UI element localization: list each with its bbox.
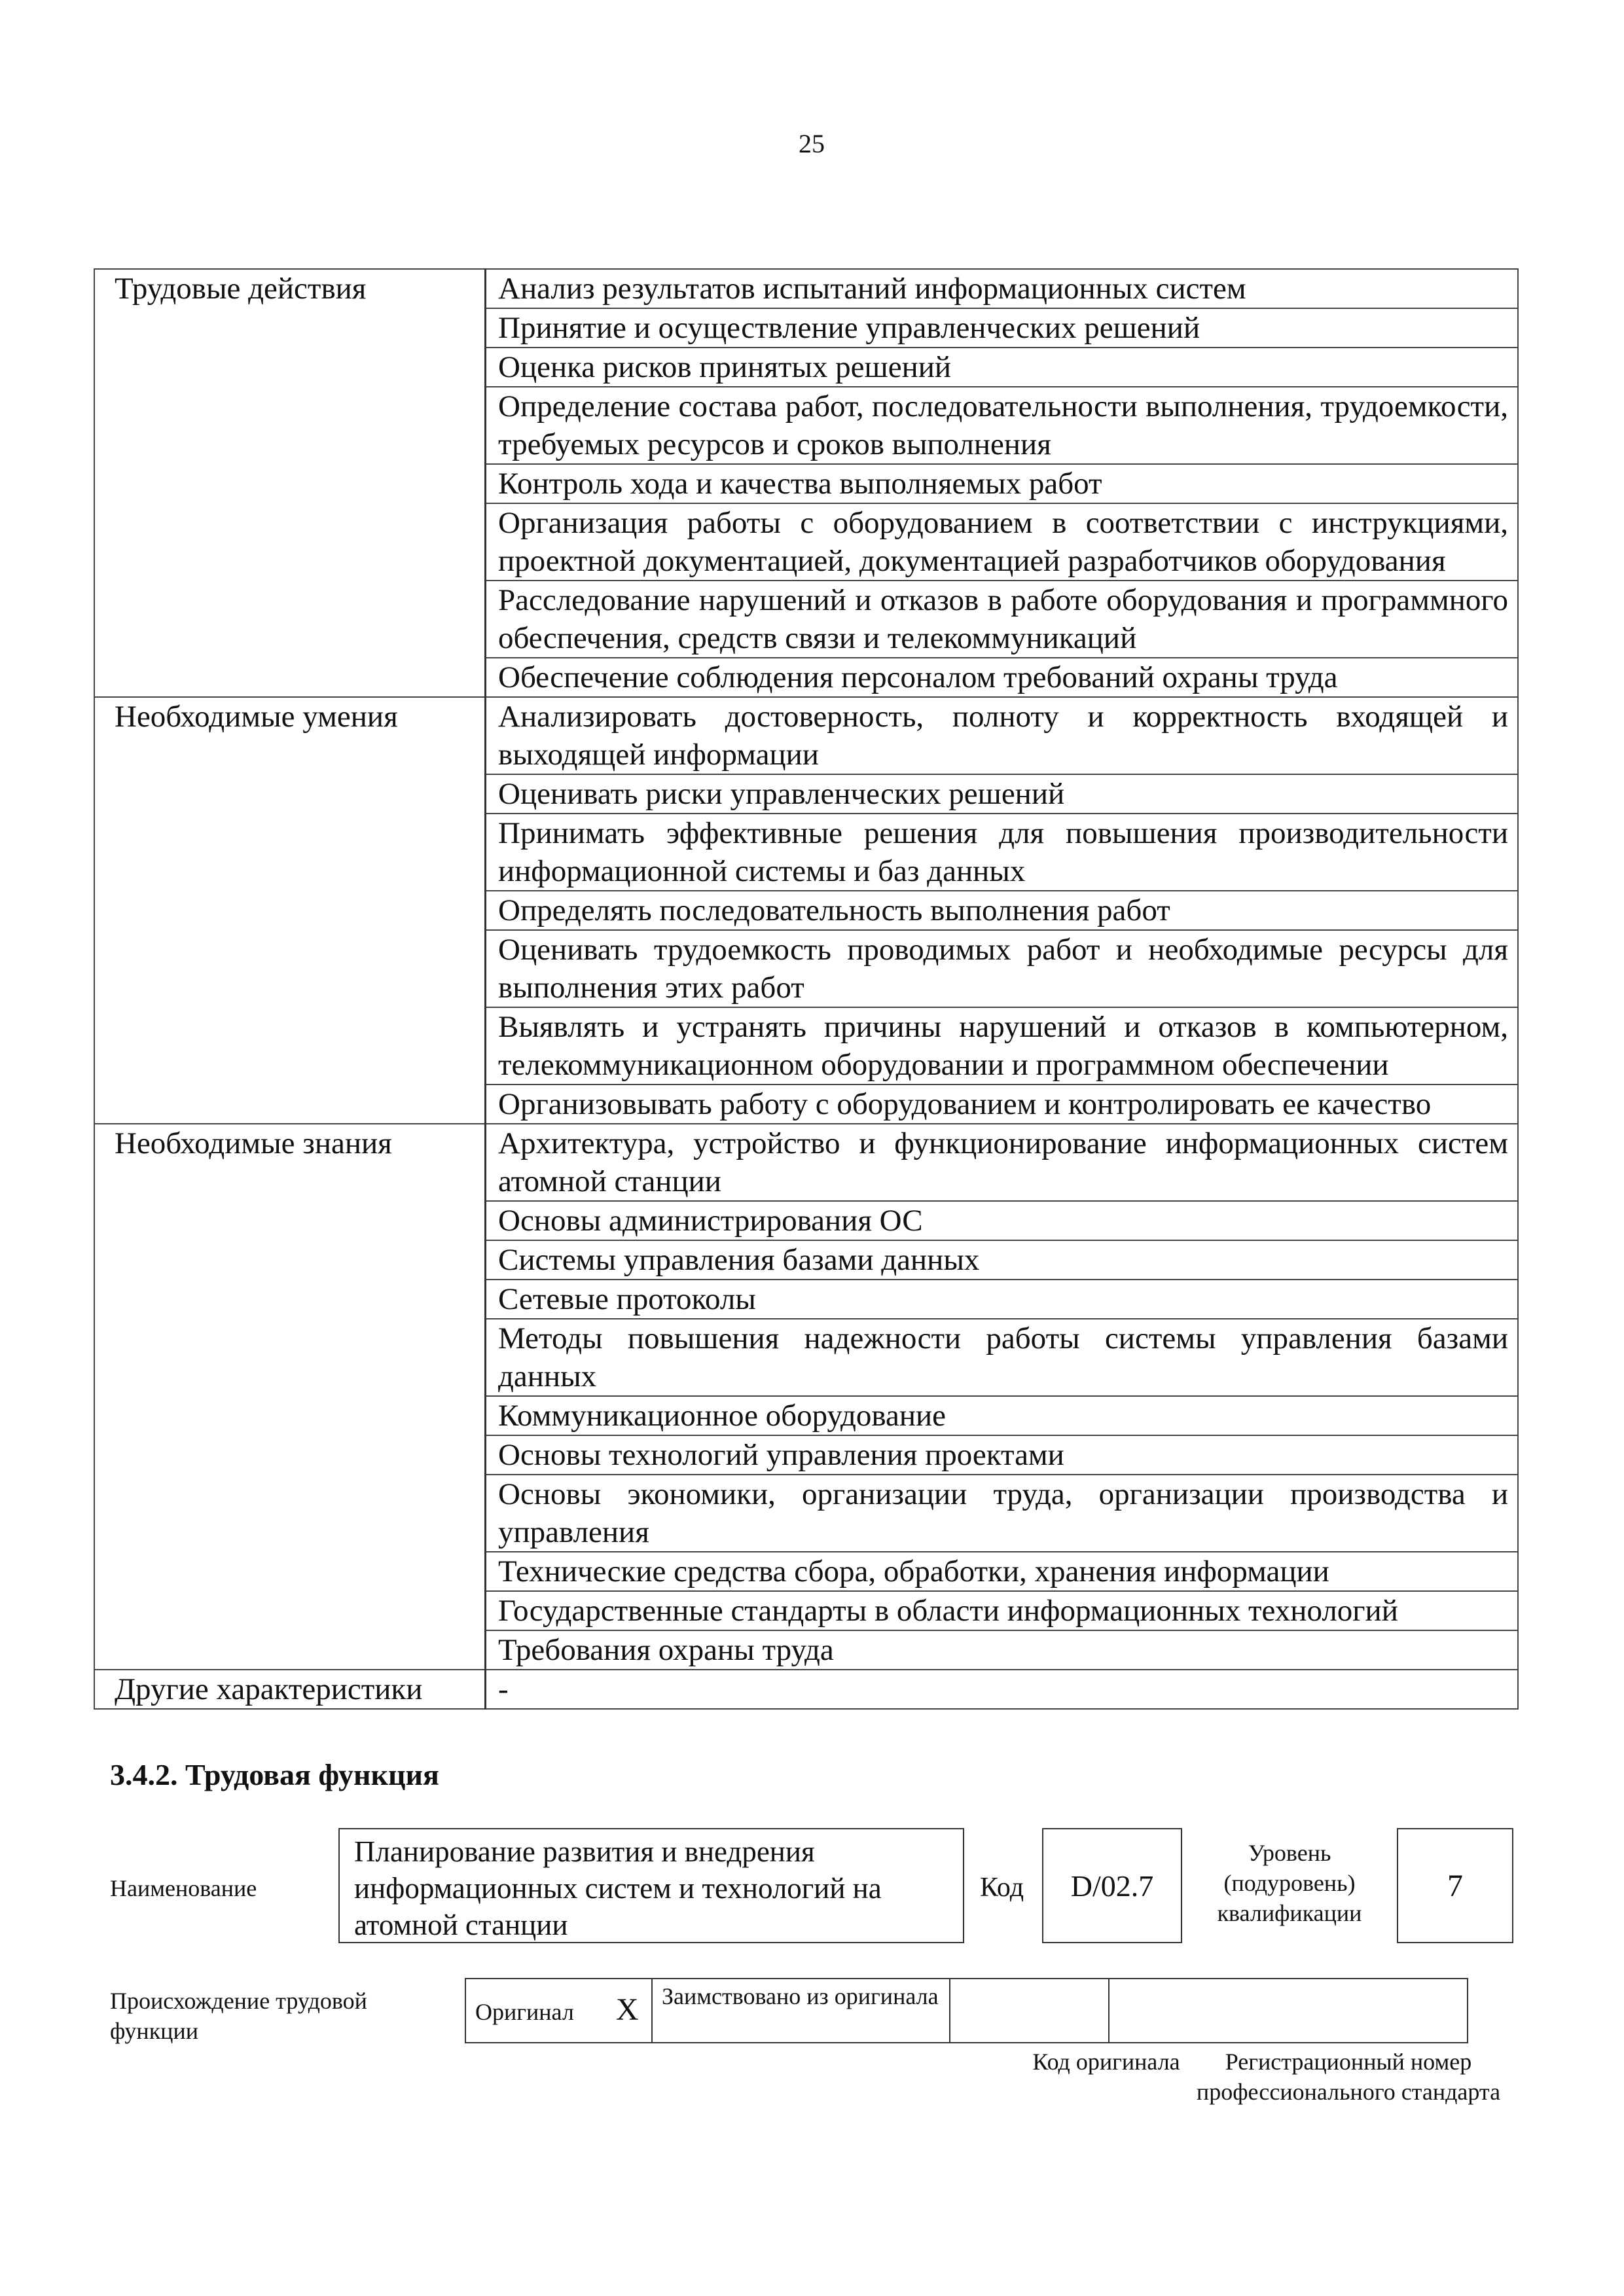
table-cell: Оценка рисков принятых решений (486, 348, 1519, 387)
original-cell (465, 1979, 652, 2043)
table-cell: Сетевые протоколы (486, 1280, 1519, 1319)
registration-number-cell (1109, 1979, 1468, 2043)
table-row (94, 581, 1518, 658)
table-cell: Анализ результатов испытаний информационных систем (486, 269, 1519, 308)
section-label (94, 348, 486, 387)
competency-table (94, 268, 1519, 1710)
section-label: Необходимые знания (94, 1124, 486, 1201)
section-label (94, 774, 486, 814)
table-row (94, 348, 1518, 387)
table-row (94, 387, 1518, 464)
table-row (94, 658, 1518, 697)
table-row (94, 1475, 1518, 1552)
name-label: Наименование (110, 1875, 257, 1901)
table-cell: Оценивать трудоемкость проводимых работ и необходимые ресурсы для выполнения этих работ (486, 930, 1519, 1007)
table-row (94, 1085, 1518, 1124)
table-cell: Системы управления базами данных (486, 1240, 1519, 1280)
table-row (94, 814, 1518, 891)
section-label (94, 1201, 486, 1240)
section-label (94, 464, 486, 503)
table-cell: Определение состава работ, последовательности выполнения, трудоемкости, требуемых ресурсов и сроков выполнения (486, 387, 1519, 464)
section-label (94, 1319, 486, 1396)
table-cell: Основы администрирования ОС (486, 1201, 1519, 1240)
section-label (94, 1396, 486, 1435)
table-row (94, 1630, 1518, 1670)
section-label: Необходимые умения (94, 697, 486, 774)
table-cell: Оценивать риски управленческих решений (486, 774, 1519, 814)
table-row (94, 1319, 1518, 1396)
table-cell: Методы повышения надежности работы системы управления базами данных (486, 1319, 1519, 1396)
table-cell: Контроль хода и качества выполняемых работ (486, 464, 1519, 503)
table-cell: Принятие и осуществление управленческих решений (486, 308, 1519, 348)
table-row (94, 930, 1518, 1007)
table-cell: Расследование нарушений и отказов в работе оборудования и программного обеспечения, средств связи и телекоммуникаций (486, 581, 1519, 658)
table-row (94, 1396, 1518, 1435)
level-label: Уровень (подуровень) квалификации (1217, 1840, 1362, 1926)
table-row (94, 1552, 1518, 1591)
table-row (94, 1280, 1518, 1319)
section-label (94, 1085, 486, 1124)
registration-number-caption: Регистрационный номер профессионального стандарта (1196, 2049, 1501, 2105)
original-label: Оригинал (475, 1998, 574, 2025)
function-code-value: D/02.7 (1042, 1828, 1182, 1943)
level-value: 7 (1397, 1828, 1513, 1943)
table-row (94, 464, 1518, 503)
table-cell: Коммуникационное оборудование (486, 1396, 1519, 1435)
section-label (94, 387, 486, 464)
section-label (94, 1007, 486, 1085)
table-cell: Государственные стандарты в области информационных технологий (486, 1591, 1519, 1630)
table-cell: - (486, 1670, 1519, 1709)
table-row (94, 1124, 1518, 1201)
table-row (94, 269, 1518, 308)
section-label (94, 1280, 486, 1319)
table-row (94, 308, 1518, 348)
original-code-cell (950, 1979, 1109, 2043)
section-label (94, 1240, 486, 1280)
section-label (94, 1552, 486, 1591)
section-label: Другие характеристики (94, 1670, 486, 1709)
section-label (94, 581, 486, 658)
table-row (94, 891, 1518, 930)
section-label (94, 1630, 486, 1670)
borrowed-cell: Заимствовано из оригинала (652, 1979, 950, 2043)
section-label (94, 1435, 486, 1475)
table-row (94, 774, 1518, 814)
origin-table (465, 1978, 1468, 2043)
table-row (94, 1435, 1518, 1475)
section-label (94, 503, 486, 581)
table-cell: Определять последовательность выполнения работ (486, 891, 1519, 930)
table-cell: Основы технологий управления проектами (486, 1435, 1519, 1475)
section-label (94, 1475, 486, 1552)
table-row (94, 503, 1518, 581)
table-row (94, 1007, 1518, 1085)
function-name-value: Планирование развития и внедрения информационных систем и технологий на атомной станции (338, 1828, 964, 1943)
section-label (94, 308, 486, 348)
table-row (94, 1240, 1518, 1280)
section-label: Трудовые действия (94, 269, 486, 308)
section-label (94, 658, 486, 697)
original-code-caption: Код оригинала (1032, 2049, 1180, 2075)
table-cell: Принимать эффективные решения для повышения производительности информационной системы и баз данных (486, 814, 1519, 891)
origin-label: Происхождение трудовой функции (110, 1988, 367, 2044)
table-cell: Основы экономики, организации труда, организации производства и управления (486, 1475, 1519, 1552)
section-label (94, 814, 486, 891)
table-cell: Организация работы с оборудованием в соответствии с инструкциями, проектной документацией, документацией разработчиков оборудования (486, 503, 1519, 581)
table-cell: Архитектура, устройство и функционирование информационных систем атомной станции (486, 1124, 1519, 1201)
table-row (94, 1591, 1518, 1630)
table-row (94, 1670, 1518, 1709)
code-label: Код (980, 1873, 1024, 1903)
section-heading: 3.4.2. Трудовая функция (110, 1758, 439, 1791)
section-label (94, 930, 486, 1007)
table-cell: Анализировать достоверность, полноту и корректность входящей и выходящей информации (486, 697, 1519, 774)
section-label (94, 1591, 486, 1630)
table-cell: Обеспечение соблюдения персоналом требований охраны труда (486, 658, 1519, 697)
section-label (94, 891, 486, 930)
table-cell: Требования охраны труда (486, 1630, 1519, 1670)
table-cell: Технические средства сбора, обработки, хранения информации (486, 1552, 1519, 1591)
original-mark: X (615, 1992, 639, 2027)
page-number: 25 (799, 129, 825, 158)
table-row (94, 697, 1518, 774)
table-cell: Организовывать работу с оборудованием и контролировать ее качество (486, 1085, 1519, 1124)
table-row (94, 1201, 1518, 1240)
table-cell: Выявлять и устранять причины нарушений и отказов в компьютерном, телекоммуникационном оборудовании и программном обеспечении (486, 1007, 1519, 1085)
